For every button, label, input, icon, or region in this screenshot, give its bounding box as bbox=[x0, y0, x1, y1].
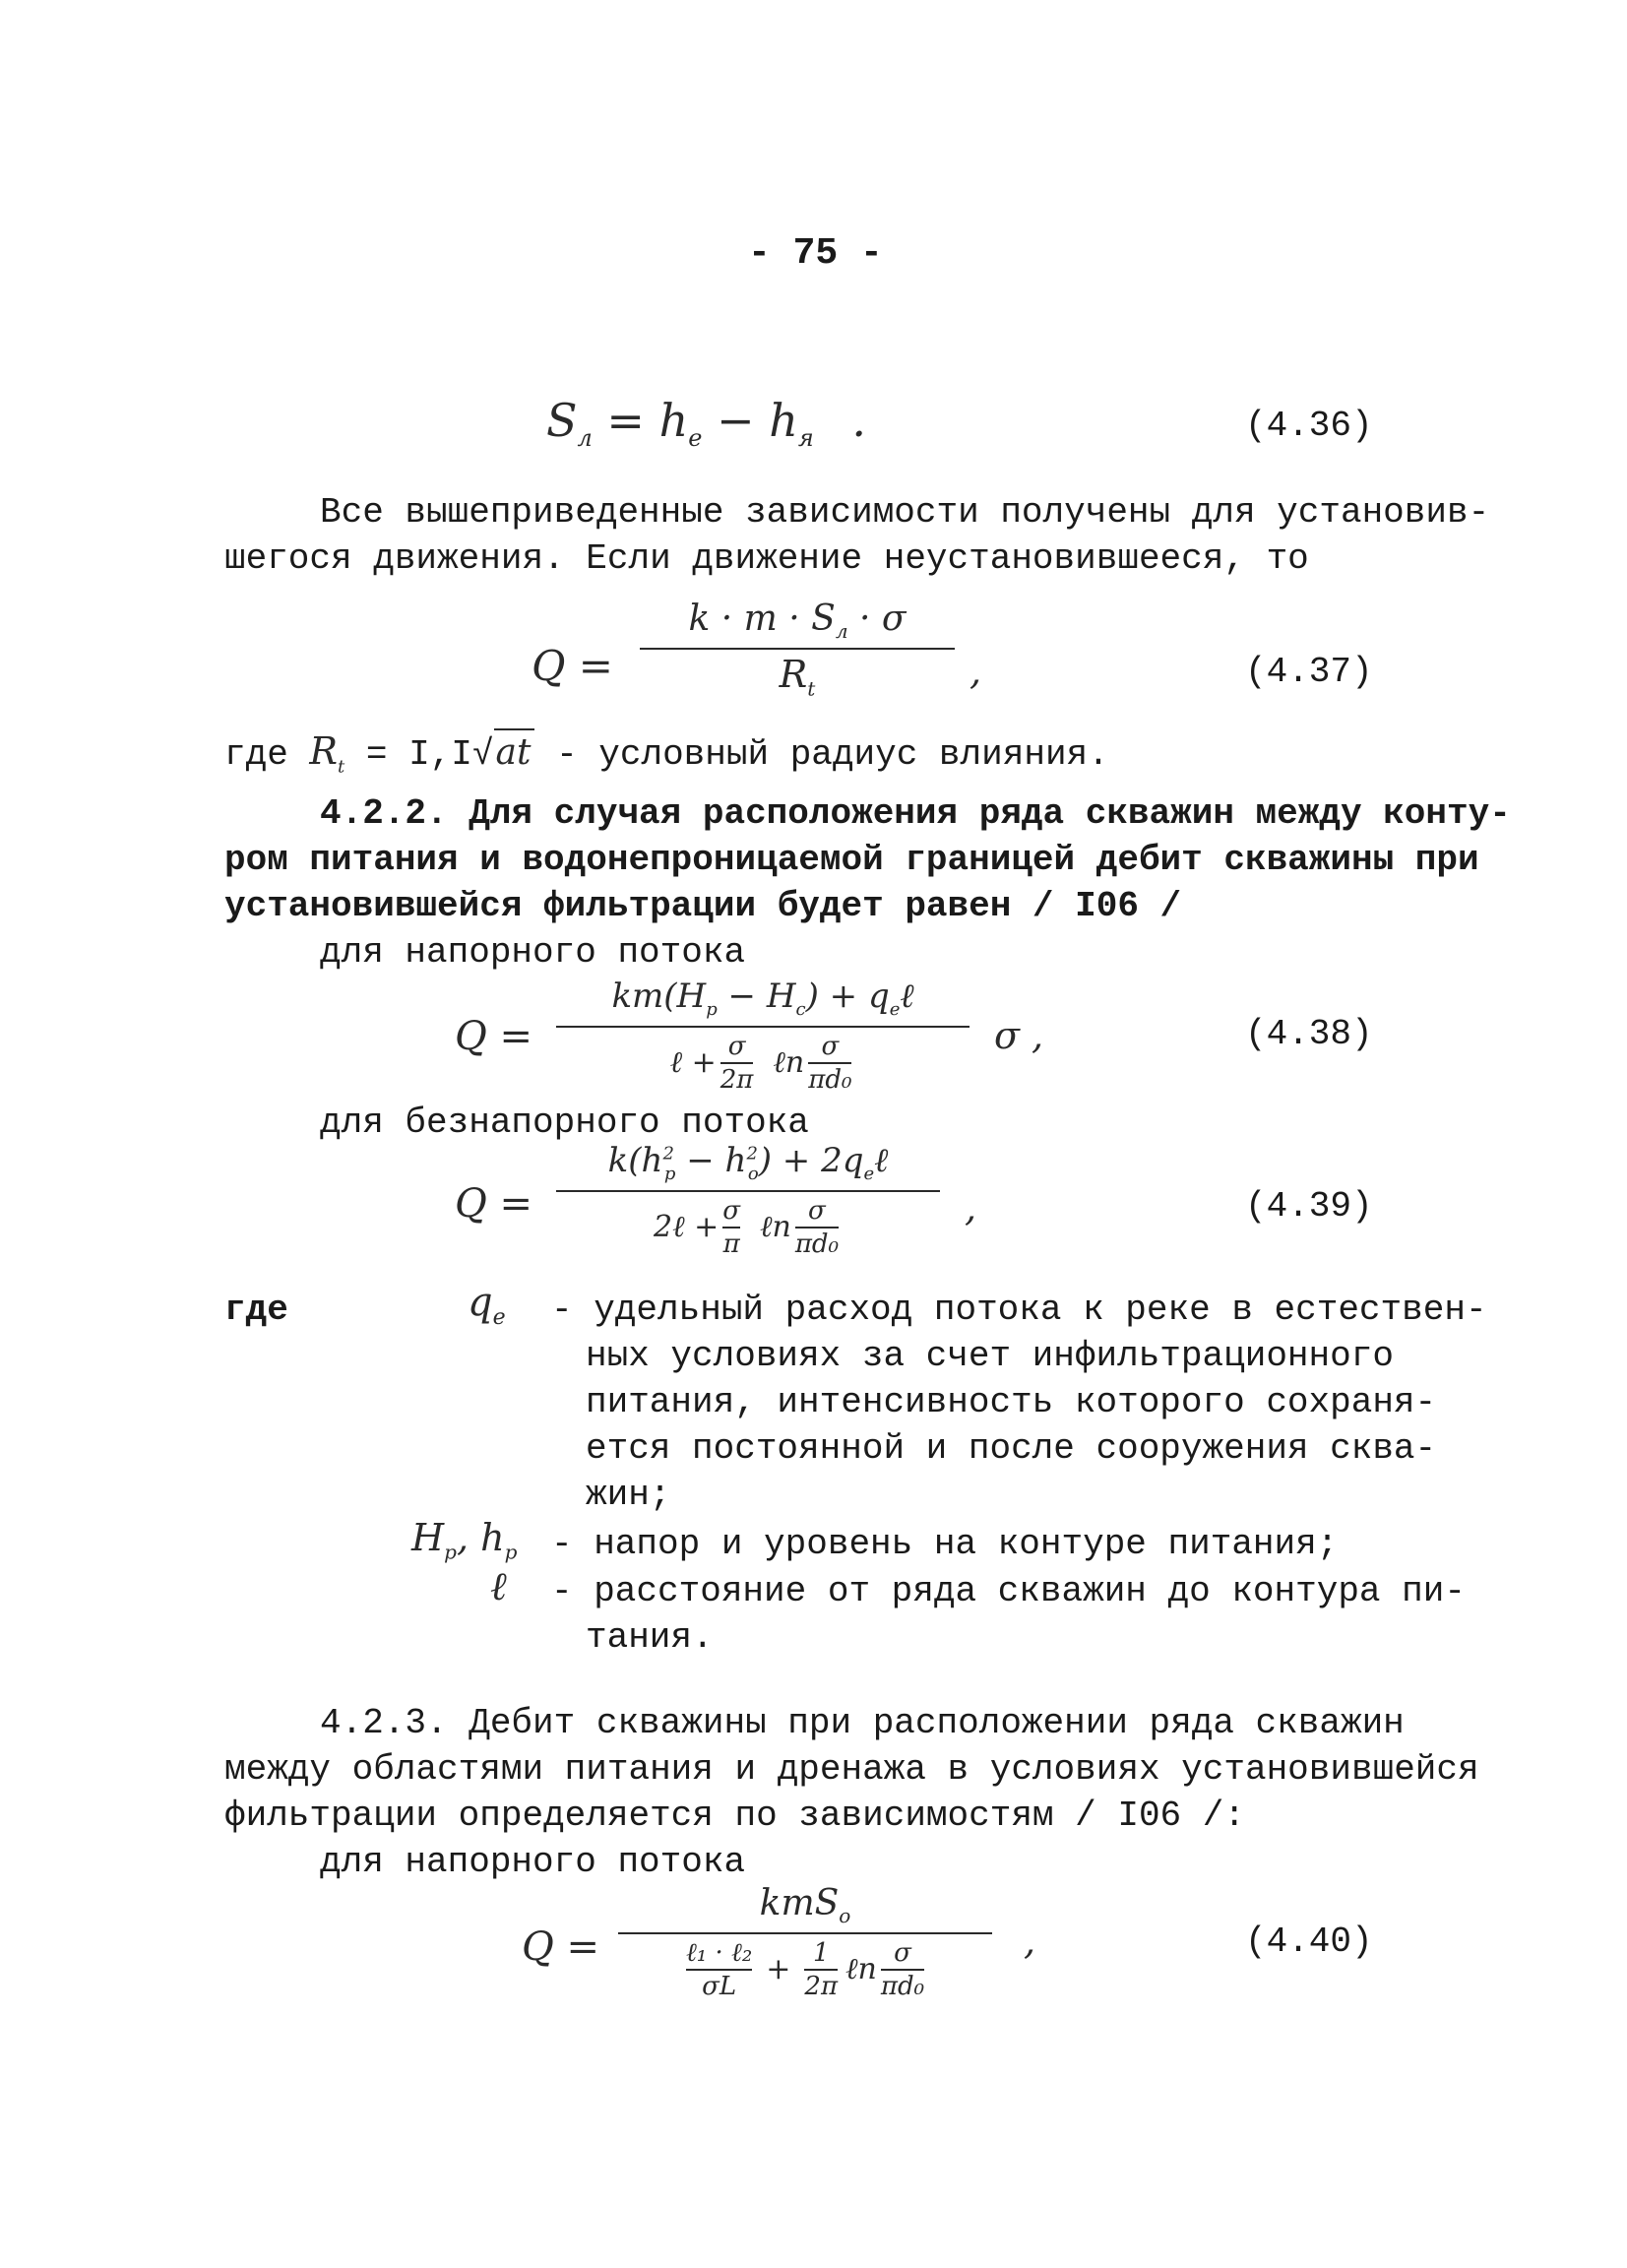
page-number: - 75 - bbox=[748, 232, 883, 275]
equation-4-40-tail: , bbox=[1024, 1920, 1036, 1963]
l-definition-line: тания. bbox=[586, 1617, 714, 1658]
section-4-2-2-line: ром питания и водонепроницаемой границей дебит скважины при bbox=[224, 840, 1479, 880]
l-definition-line: - расстояние от ряда скважин до контура пи- bbox=[551, 1571, 1466, 1611]
paragraph-line: шегося движения. Если движение неустановившееся, то bbox=[224, 538, 1309, 579]
l-symbol: ℓ bbox=[490, 1564, 507, 1609]
paragraph-line: Все вышеприведенные зависимости получены для установив- bbox=[320, 492, 1490, 533]
equation-number-4-37: (4.37) bbox=[1245, 652, 1373, 692]
equation-4-37-tail: , bbox=[970, 650, 982, 693]
hp-definition: - напор и уровень на контуре питания; bbox=[551, 1524, 1339, 1564]
equation-4-39-tail: , bbox=[965, 1186, 977, 1229]
equation-4-37-fraction: $k \cdot m \cdot S_л \cdot \sigma$ $R_t$ bbox=[640, 600, 955, 700]
section-4-2-3-line: 4.2.3. Дебит скважины при расположении ряда скважин bbox=[320, 1703, 1405, 1743]
equation-4-40-fraction: kmS$_o$ ℓ₁ · ℓ₂ σL + 1 2π ℓn σ πd₀ bbox=[618, 1885, 992, 1999]
qe-definition-line: ется постоянной и после сооружения сква- bbox=[586, 1428, 1437, 1469]
section-4-2-3-line: между областями питания и дренажа в условиях установившейся bbox=[224, 1749, 1479, 1790]
equation-4-38-lhs: Q = bbox=[455, 1014, 533, 1059]
equation-4-39-fraction: $k(h^2_p - h^2_o)$ + $2q_e\ell$ 2ℓ + σ π ℓn σ πd₀ bbox=[556, 1144, 940, 1257]
equation-number-4-40: (4.40) bbox=[1245, 1922, 1373, 1962]
equation-4-37-lhs: Q = bbox=[532, 642, 613, 690]
free-flow-label: для безнапорного потока bbox=[320, 1102, 809, 1143]
hp-symbol: $H_p$, $h_p$ bbox=[411, 1516, 518, 1564]
equation-number-4-36: (4.36) bbox=[1245, 406, 1373, 446]
qe-definition-line: ных условиях за счет инфильтрационного bbox=[586, 1336, 1394, 1376]
qe-definition-line: - удельный расход потока к реке в естествен- bbox=[551, 1290, 1487, 1330]
equation-4-38-fraction: $km(H_p - H_c)$ + $q_e\ell$ ℓ + σ 2π ℓn σ πd₀ bbox=[556, 979, 970, 1093]
equation-4-40-lhs: Q = bbox=[522, 1924, 600, 1970]
equation-4-38-tail: σ , bbox=[994, 1014, 1044, 1057]
qe-symbol: $q_e$ bbox=[468, 1280, 506, 1330]
equation-4-36: $S_л = h_e - h_я$ . bbox=[546, 394, 866, 453]
section-4-2-2-line: установившейся фильтрации будет равен / I06 / bbox=[224, 886, 1182, 926]
qe-definition-line: жин; bbox=[586, 1475, 671, 1515]
section-4-2-2-line: для напорного потока bbox=[320, 932, 746, 973]
qe-definition-line: питания, интенсивность которого сохраня- bbox=[586, 1382, 1437, 1422]
equation-number-4-39: (4.39) bbox=[1245, 1186, 1373, 1227]
definitions-where: где bbox=[224, 1290, 288, 1330]
section-4-2-3-line: для напорного потока bbox=[320, 1842, 746, 1882]
where-rt-line: где $R_t = I,I√at$ - условный радиус влияния. bbox=[224, 729, 1109, 778]
section-4-2-2-line: 4.2.2. Для случая расположения ряда скважин между конту- bbox=[320, 793, 1511, 834]
equation-number-4-38: (4.38) bbox=[1245, 1014, 1373, 1054]
equation-4-39-lhs: Q = bbox=[455, 1181, 533, 1227]
section-4-2-3-line: фильтрации определяется по зависимостям / I06 /: bbox=[224, 1796, 1245, 1836]
